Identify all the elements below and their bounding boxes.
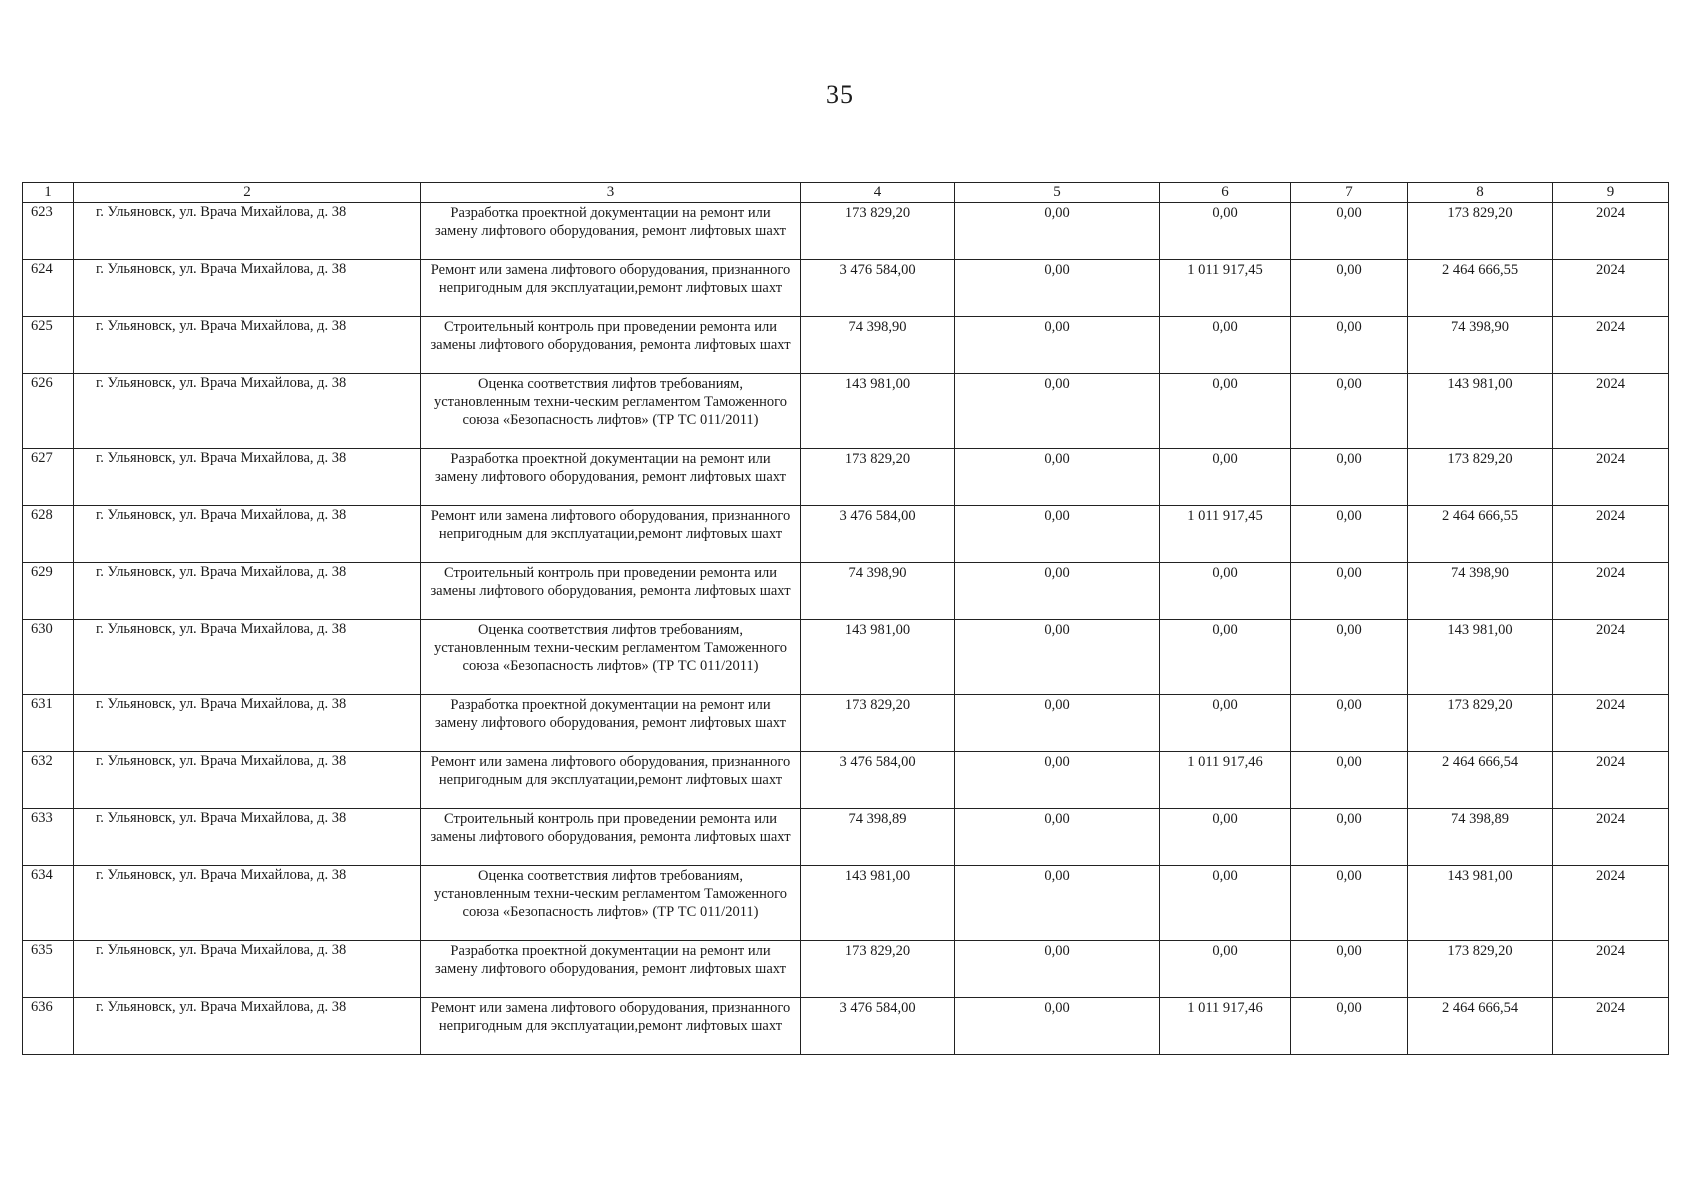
year-cell: 2024 bbox=[1553, 449, 1669, 506]
fund-col6-cell: 0,00 bbox=[1160, 449, 1291, 506]
row-number: 635 bbox=[23, 941, 74, 998]
year-cell: 2024 bbox=[1553, 695, 1669, 752]
fund-col6-cell: 0,00 bbox=[1160, 866, 1291, 941]
table-row bbox=[23, 941, 1669, 998]
column-header-9: 9 bbox=[1553, 183, 1669, 203]
fund-col5-cell: 0,00 bbox=[955, 752, 1160, 809]
fund-col7-cell: 0,00 bbox=[1291, 563, 1408, 620]
row-number: 630 bbox=[23, 620, 74, 695]
column-header-5: 5 bbox=[955, 183, 1160, 203]
fund-col6-cell: 0,00 bbox=[1160, 620, 1291, 695]
fund-col8-cell: 74 398,90 bbox=[1408, 563, 1553, 620]
total-cost-cell: 74 398,89 bbox=[801, 809, 955, 866]
table-row bbox=[23, 203, 1669, 260]
fund-col5-cell: 0,00 bbox=[955, 317, 1160, 374]
address-cell: г. Ульяновск, ул. Врача Михайлова, д. 38 bbox=[74, 449, 421, 506]
address-cell: г. Ульяновск, ул. Врача Михайлова, д. 38 bbox=[74, 506, 421, 563]
work-type-cell: Разработка проектной документации на ремонт или замену лифтового оборудования, ремонт лифтовых шахт bbox=[421, 449, 801, 506]
year-cell: 2024 bbox=[1553, 941, 1669, 998]
column-header-6: 6 bbox=[1160, 183, 1291, 203]
fund-col7-cell: 0,00 bbox=[1291, 260, 1408, 317]
year-cell: 2024 bbox=[1553, 260, 1669, 317]
work-type-cell: Ремонт или замена лифтового оборудования, признанного непригодным для эксплуатации,ремонт лифтовых шахт bbox=[421, 998, 801, 1055]
address-cell: г. Ульяновск, ул. Врача Михайлова, д. 38 bbox=[74, 260, 421, 317]
work-type-cell: Ремонт или замена лифтового оборудования, признанного непригодным для эксплуатации,ремонт лифтовых шахт bbox=[421, 260, 801, 317]
fund-col5-cell: 0,00 bbox=[955, 866, 1160, 941]
row-number: 631 bbox=[23, 695, 74, 752]
table-row bbox=[23, 752, 1669, 809]
table-row bbox=[23, 374, 1669, 449]
row-number: 627 bbox=[23, 449, 74, 506]
address-cell: г. Ульяновск, ул. Врача Михайлова, д. 38 bbox=[74, 998, 421, 1055]
fund-col8-cell: 143 981,00 bbox=[1408, 620, 1553, 695]
fund-col5-cell: 0,00 bbox=[955, 203, 1160, 260]
fund-col8-cell: 74 398,90 bbox=[1408, 317, 1553, 374]
total-cost-cell: 3 476 584,00 bbox=[801, 998, 955, 1055]
work-type-cell: Строительный контроль при проведении ремонта или замены лифтового оборудования, ремонта лифтовых шахт bbox=[421, 563, 801, 620]
fund-col7-cell: 0,00 bbox=[1291, 620, 1408, 695]
table-row bbox=[23, 260, 1669, 317]
column-header-8: 8 bbox=[1408, 183, 1553, 203]
fund-col6-cell: 1 011 917,46 bbox=[1160, 998, 1291, 1055]
fund-col6-cell: 0,00 bbox=[1160, 203, 1291, 260]
work-type-cell: Ремонт или замена лифтового оборудования, признанного непригодным для эксплуатации,ремонт лифтовых шахт bbox=[421, 752, 801, 809]
fund-col6-cell: 0,00 bbox=[1160, 374, 1291, 449]
address-cell: г. Ульяновск, ул. Врача Михайлова, д. 38 bbox=[74, 203, 421, 260]
row-number: 632 bbox=[23, 752, 74, 809]
fund-col8-cell: 173 829,20 bbox=[1408, 941, 1553, 998]
address-cell: г. Ульяновск, ул. Врача Михайлова, д. 38 bbox=[74, 752, 421, 809]
fund-col7-cell: 0,00 bbox=[1291, 866, 1408, 941]
year-cell: 2024 bbox=[1553, 752, 1669, 809]
fund-col6-cell: 0,00 bbox=[1160, 809, 1291, 866]
fund-col6-cell: 1 011 917,45 bbox=[1160, 506, 1291, 563]
fund-col8-cell: 173 829,20 bbox=[1408, 203, 1553, 260]
total-cost-cell: 173 829,20 bbox=[801, 449, 955, 506]
column-header-7: 7 bbox=[1291, 183, 1408, 203]
work-type-cell: Строительный контроль при проведении ремонта или замены лифтового оборудования, ремонта лифтовых шахт bbox=[421, 317, 801, 374]
total-cost-cell: 74 398,90 bbox=[801, 317, 955, 374]
year-cell: 2024 bbox=[1553, 563, 1669, 620]
work-type-cell: Оценка соответствия лифтов требованиям, установленным техни-ческим регламентом Таможенного союза «Безопасность лифтов» (ТР ТС 011/2011) bbox=[421, 620, 801, 695]
column-header-2: 2 bbox=[74, 183, 421, 203]
fund-col6-cell: 0,00 bbox=[1160, 941, 1291, 998]
row-number: 624 bbox=[23, 260, 74, 317]
row-number: 623 bbox=[23, 203, 74, 260]
total-cost-cell: 173 829,20 bbox=[801, 695, 955, 752]
column-number-row bbox=[23, 183, 1669, 203]
total-cost-cell: 173 829,20 bbox=[801, 941, 955, 998]
address-cell: г. Ульяновск, ул. Врача Михайлова, д. 38 bbox=[74, 620, 421, 695]
work-type-cell: Разработка проектной документации на ремонт или замену лифтового оборудования, ремонт лифтовых шахт bbox=[421, 203, 801, 260]
program-table-container bbox=[22, 182, 1668, 1055]
program-table bbox=[22, 182, 1669, 1055]
total-cost-cell: 3 476 584,00 bbox=[801, 506, 955, 563]
row-number: 625 bbox=[23, 317, 74, 374]
fund-col7-cell: 0,00 bbox=[1291, 449, 1408, 506]
table-row bbox=[23, 998, 1669, 1055]
column-header-3: 3 bbox=[421, 183, 801, 203]
fund-col8-cell: 74 398,89 bbox=[1408, 809, 1553, 866]
fund-col8-cell: 2 464 666,55 bbox=[1408, 506, 1553, 563]
table-row bbox=[23, 809, 1669, 866]
total-cost-cell: 143 981,00 bbox=[801, 620, 955, 695]
fund-col6-cell: 1 011 917,45 bbox=[1160, 260, 1291, 317]
column-header-4: 4 bbox=[801, 183, 955, 203]
fund-col5-cell: 0,00 bbox=[955, 620, 1160, 695]
work-type-cell: Оценка соответствия лифтов требованиям, установленным техни-ческим регламентом Таможенного союза «Безопасность лифтов» (ТР ТС 011/2011) bbox=[421, 374, 801, 449]
table-row bbox=[23, 563, 1669, 620]
table-row bbox=[23, 449, 1669, 506]
address-cell: г. Ульяновск, ул. Врача Михайлова, д. 38 bbox=[74, 695, 421, 752]
fund-col5-cell: 0,00 bbox=[955, 563, 1160, 620]
fund-col7-cell: 0,00 bbox=[1291, 506, 1408, 563]
fund-col6-cell: 0,00 bbox=[1160, 317, 1291, 374]
page-number: 35 bbox=[826, 80, 854, 109]
table-row bbox=[23, 506, 1669, 563]
table-row bbox=[23, 695, 1669, 752]
total-cost-cell: 143 981,00 bbox=[801, 866, 955, 941]
address-cell: г. Ульяновск, ул. Врача Михайлова, д. 38 bbox=[74, 374, 421, 449]
fund-col5-cell: 0,00 bbox=[955, 506, 1160, 563]
row-number: 634 bbox=[23, 866, 74, 941]
fund-col5-cell: 0,00 bbox=[955, 998, 1160, 1055]
fund-col7-cell: 0,00 bbox=[1291, 941, 1408, 998]
row-number: 629 bbox=[23, 563, 74, 620]
fund-col7-cell: 0,00 bbox=[1291, 809, 1408, 866]
row-number: 626 bbox=[23, 374, 74, 449]
address-cell: г. Ульяновск, ул. Врача Михайлова, д. 38 bbox=[74, 317, 421, 374]
fund-col7-cell: 0,00 bbox=[1291, 998, 1408, 1055]
fund-col8-cell: 2 464 666,54 bbox=[1408, 998, 1553, 1055]
fund-col7-cell: 0,00 bbox=[1291, 374, 1408, 449]
year-cell: 2024 bbox=[1553, 998, 1669, 1055]
fund-col5-cell: 0,00 bbox=[955, 260, 1160, 317]
year-cell: 2024 bbox=[1553, 620, 1669, 695]
year-cell: 2024 bbox=[1553, 374, 1669, 449]
fund-col8-cell: 173 829,20 bbox=[1408, 695, 1553, 752]
total-cost-cell: 173 829,20 bbox=[801, 203, 955, 260]
table-row bbox=[23, 317, 1669, 374]
total-cost-cell: 143 981,00 bbox=[801, 374, 955, 449]
work-type-cell: Разработка проектной документации на ремонт или замену лифтового оборудования, ремонт лифтовых шахт bbox=[421, 695, 801, 752]
fund-col8-cell: 143 981,00 bbox=[1408, 374, 1553, 449]
work-type-cell: Разработка проектной документации на ремонт или замену лифтового оборудования, ремонт лифтовых шахт bbox=[421, 941, 801, 998]
fund-col6-cell: 0,00 bbox=[1160, 563, 1291, 620]
fund-col7-cell: 0,00 bbox=[1291, 203, 1408, 260]
total-cost-cell: 3 476 584,00 bbox=[801, 260, 955, 317]
fund-col5-cell: 0,00 bbox=[955, 374, 1160, 449]
fund-col8-cell: 2 464 666,55 bbox=[1408, 260, 1553, 317]
column-header-1: 1 bbox=[23, 183, 74, 203]
fund-col5-cell: 0,00 bbox=[955, 941, 1160, 998]
fund-col6-cell: 1 011 917,46 bbox=[1160, 752, 1291, 809]
table-row bbox=[23, 866, 1669, 941]
fund-col8-cell: 173 829,20 bbox=[1408, 449, 1553, 506]
fund-col7-cell: 0,00 bbox=[1291, 695, 1408, 752]
fund-col8-cell: 2 464 666,54 bbox=[1408, 752, 1553, 809]
fund-col7-cell: 0,00 bbox=[1291, 752, 1408, 809]
address-cell: г. Ульяновск, ул. Врача Михайлова, д. 38 bbox=[74, 563, 421, 620]
address-cell: г. Ульяновск, ул. Врача Михайлова, д. 38 bbox=[74, 809, 421, 866]
table-row bbox=[23, 620, 1669, 695]
fund-col5-cell: 0,00 bbox=[955, 809, 1160, 866]
year-cell: 2024 bbox=[1553, 203, 1669, 260]
table-body bbox=[23, 203, 1669, 1055]
fund-col7-cell: 0,00 bbox=[1291, 317, 1408, 374]
year-cell: 2024 bbox=[1553, 866, 1669, 941]
work-type-cell: Строительный контроль при проведении ремонта или замены лифтового оборудования, ремонта лифтовых шахт bbox=[421, 809, 801, 866]
address-cell: г. Ульяновск, ул. Врача Михайлова, д. 38 bbox=[74, 866, 421, 941]
work-type-cell: Оценка соответствия лифтов требованиям, установленным техни-ческим регламентом Таможенного союза «Безопасность лифтов» (ТР ТС 011/2011) bbox=[421, 866, 801, 941]
address-cell: г. Ульяновск, ул. Врача Михайлова, д. 38 bbox=[74, 941, 421, 998]
year-cell: 2024 bbox=[1553, 317, 1669, 374]
row-number: 636 bbox=[23, 998, 74, 1055]
fund-col6-cell: 0,00 bbox=[1160, 695, 1291, 752]
row-number: 633 bbox=[23, 809, 74, 866]
total-cost-cell: 74 398,90 bbox=[801, 563, 955, 620]
work-type-cell: Ремонт или замена лифтового оборудования, признанного непригодным для эксплуатации,ремонт лифтовых шахт bbox=[421, 506, 801, 563]
year-cell: 2024 bbox=[1553, 506, 1669, 563]
total-cost-cell: 3 476 584,00 bbox=[801, 752, 955, 809]
fund-col5-cell: 0,00 bbox=[955, 695, 1160, 752]
year-cell: 2024 bbox=[1553, 809, 1669, 866]
fund-col5-cell: 0,00 bbox=[955, 449, 1160, 506]
row-number: 628 bbox=[23, 506, 74, 563]
fund-col8-cell: 143 981,00 bbox=[1408, 866, 1553, 941]
